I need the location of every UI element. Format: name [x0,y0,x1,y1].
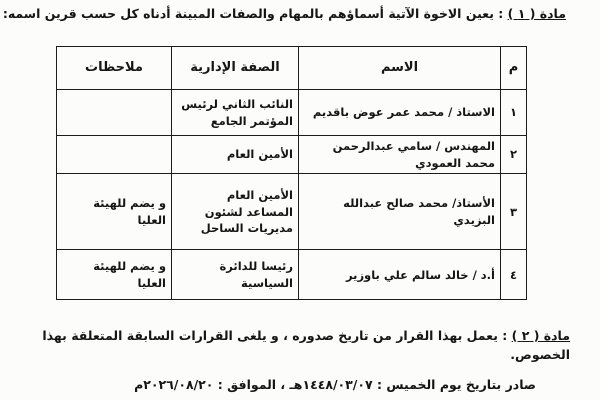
row-position: الأمين العام المساعد لشئون مديريات الساحل [172,174,299,250]
table-row [57,174,527,250]
row-position: الأمين العام [172,136,299,174]
issue-date: صادر بتاريخ يوم الخميس : ١٤٤٨/٠٣/٠٧هـ ، الموافق : ٢٠٢٦/٠٨/٢٠م [134,377,536,392]
article-2-label: مادة ( ٢ ) [511,328,570,343]
article-2-text: : يعمل بهذا القرار من تاريخ صدوره ، و يلغى القرارات السابقة المتعلقة بهذا الخصوص. [42,328,570,363]
row-name: الاستاذ / محمد عمر عوض باقديم [299,90,501,136]
article-2 [30,326,570,365]
row-num: ٤ [501,250,527,300]
row-num: ١ [501,90,527,136]
header-name: الاسم [299,47,501,90]
row-notes [57,136,172,174]
appointments-table [56,46,527,300]
row-name: الأستاذ/ محمد صالح عبدالله البزيدي [299,174,501,250]
header-num: م [501,47,527,90]
row-num: ٣ [501,174,527,250]
article-1-text: : يعين الاخوة الآتية أسماؤهم بالمهام والصفات المبينة أدناه كل حسب قرين اسمه: [2,6,504,21]
table-row [57,136,527,174]
table-row [57,250,527,300]
header-position: الصفة الإدارية [172,47,299,90]
article-1-label: مادة ( ١ ) [507,6,566,21]
row-num: ٢ [501,136,527,174]
row-position: النائب الثاني لرئيس المؤتمر الجامع [172,90,299,136]
article-1 [3,6,566,21]
row-notes: و يضم للهيئة العليا [57,250,172,300]
table-row [57,90,527,136]
row-name: المهندس / سامي عبدالرحمن محمد العمودي [299,136,501,174]
row-notes [57,90,172,136]
table-header-row [57,47,527,90]
row-name: أ.د / خالد سالم علي باوزير [299,250,501,300]
row-notes: و يضم للهيئة العليا [57,174,172,250]
header-notes: ملاحظات [57,47,172,90]
row-position: رئيسا للدائرة السياسية [172,250,299,300]
